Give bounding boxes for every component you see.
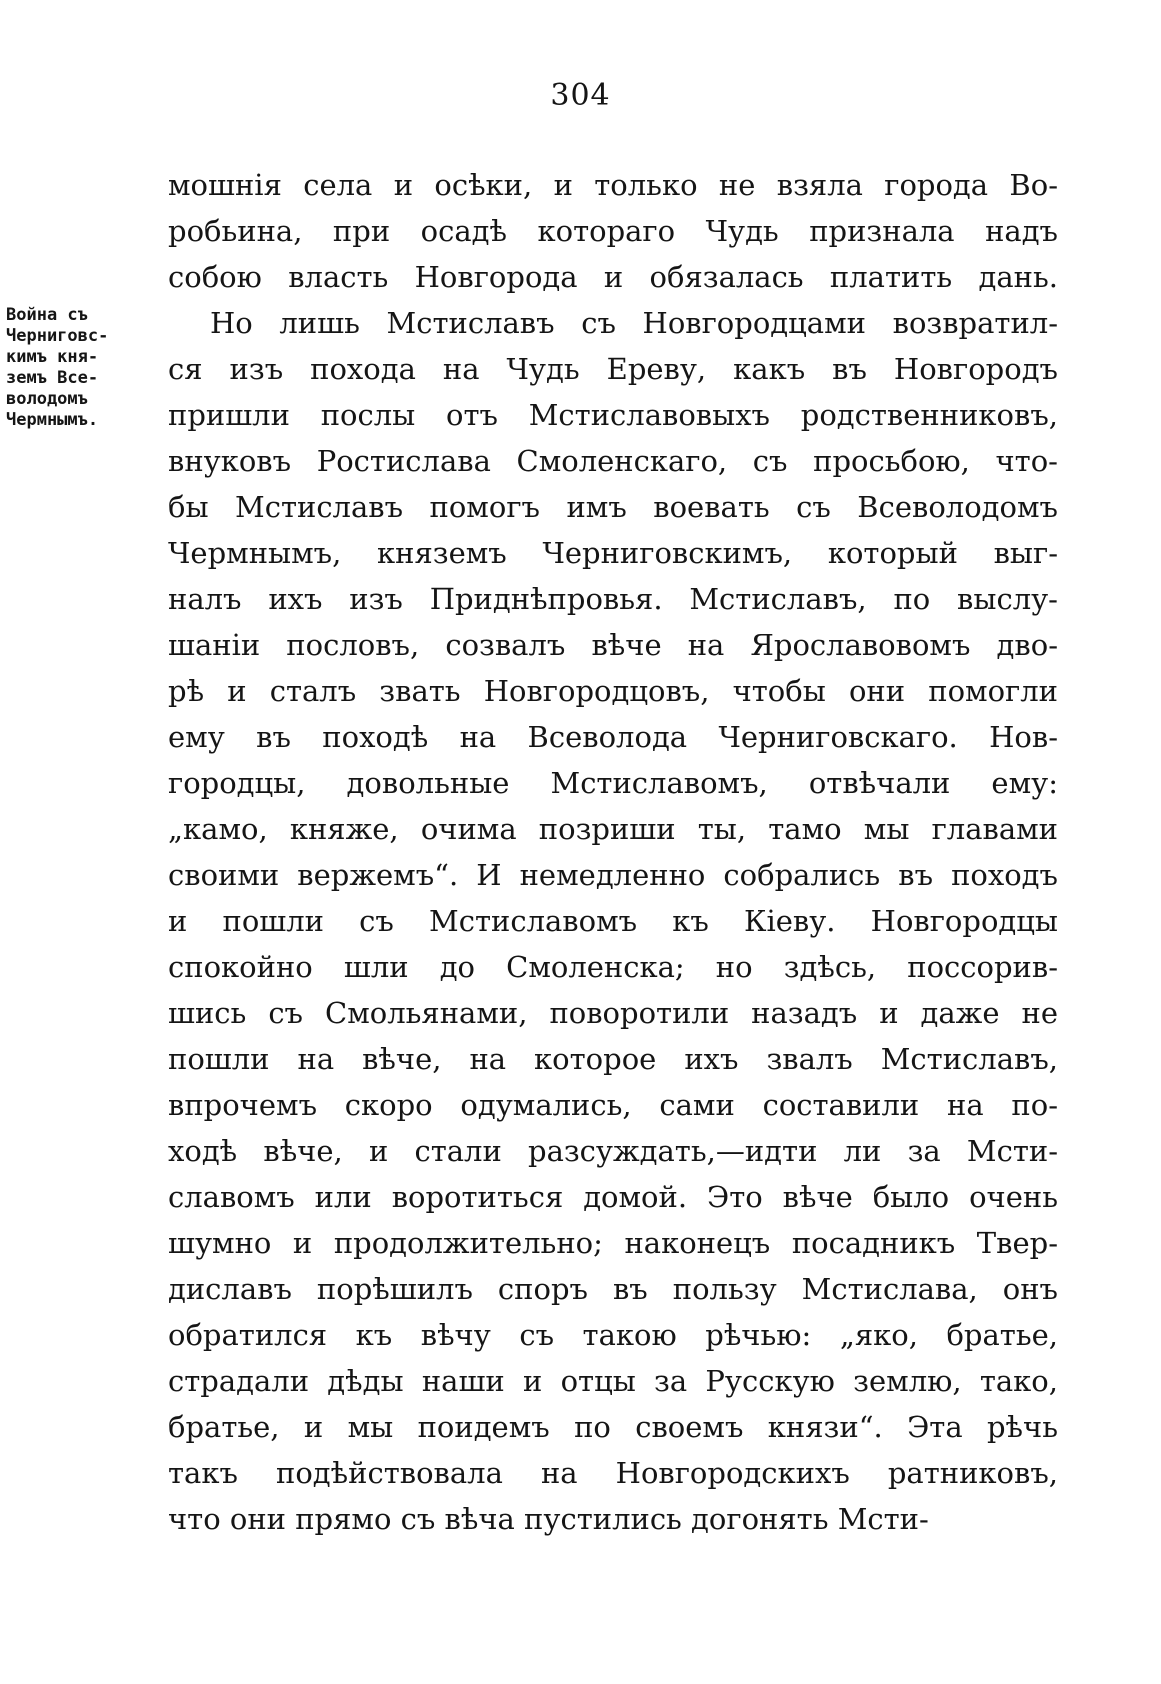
text-line: братье, и мы поидемъ по своемъ князи“. Эта рѣчь xyxy=(168,1410,1058,1444)
text-line: и пошли съ Мстиславомъ къ Кіеву. Новгородцы xyxy=(168,904,1058,938)
margin-note-line: володомъ xyxy=(6,389,88,409)
text-line: робьина, при осадѣ котораго Чудь признала надъ xyxy=(168,214,1058,248)
text-line: обратился къ вѣчу съ такою рѣчью: „яко, братье, xyxy=(168,1318,1058,1352)
text-line: шаніи пословъ, созвалъ вѣче на Ярославовомъ дво- xyxy=(168,628,1058,662)
text-line: собою власть Новгорода и обязалась платить дань. xyxy=(168,260,1058,294)
page-number: 304 xyxy=(550,78,611,113)
margin-note-line: земъ Все- xyxy=(6,368,99,388)
text-line: „камо, княже, очима позриши ты, тамо мы главами xyxy=(168,812,1058,846)
margin-note-line: кимъ кня- xyxy=(6,347,99,367)
text-line: городцы, довольные Мстиславомъ, отвѣчали ему: xyxy=(168,766,1058,800)
text-line: шумно и продолжительно; наконецъ посадникъ Твер- xyxy=(168,1226,1058,1260)
margin-note-line: Чермнымъ. xyxy=(6,410,99,430)
text-line: страдали дѣды наши и отцы за Русскую землю, тако, xyxy=(168,1364,1058,1398)
text-line: что они прямо съ вѣча пустились догонять Мсти- xyxy=(168,1502,929,1536)
margin-note-line: Война съ xyxy=(6,305,88,325)
margin-note xyxy=(6,305,146,431)
text-line: бы Мстиславъ помогъ имъ воевать съ Всеволодомъ xyxy=(168,490,1058,524)
body-text xyxy=(168,162,1058,1542)
text-line: рѣ и сталъ звать Новгородцовъ, чтобы они помогли xyxy=(168,674,1058,708)
text-line: такъ подѣйствовала на Новгородскихъ ратниковъ, xyxy=(168,1456,1058,1490)
text-line: пошли на вѣче, на которое ихъ звалъ Мстиславъ, xyxy=(168,1042,1058,1076)
text-line: впрочемъ скоро одумались, сами составили на по- xyxy=(168,1088,1058,1122)
text-line: Чермнымъ, княземъ Черниговскимъ, который выг- xyxy=(168,536,1058,570)
text-line: налъ ихъ изъ Приднѣпровья. Мстиславъ, по выслу- xyxy=(168,582,1058,616)
text-line: внуковъ Ростислава Смоленскаго, съ просьбою, что- xyxy=(168,444,1058,478)
text-line: пришли послы отъ Мстиславовыхъ родственниковъ, xyxy=(168,398,1058,432)
text-line: ему въ походѣ на Всеволода Черниговскаго. Нов- xyxy=(168,720,1058,754)
text-line: ходѣ вѣче, и стали разсуждать,—идти ли за Мсти- xyxy=(168,1134,1058,1168)
text-line: шись съ Смольянами, поворотили назадъ и даже не xyxy=(168,996,1058,1030)
text-line: ся изъ похода на Чудь Ереву, какъ въ Новгородъ xyxy=(168,352,1058,386)
text-line: славомъ или воротиться домой. Это вѣче было очень xyxy=(168,1180,1058,1214)
text-line: Но лишь Мстиславъ съ Новгородцами возвратил- xyxy=(210,306,1058,340)
text-line: мошнія села и осѣки, и только не взяла города Во- xyxy=(168,168,1058,202)
text-line: своими вержемъ“. И немедленно собрались въ походъ xyxy=(168,858,1058,892)
margin-note-line: Черниговс- xyxy=(6,326,109,346)
text-line: диславъ порѣшилъ споръ въ пользу Мстислава, онъ xyxy=(168,1272,1058,1306)
text-line: спокойно шли до Смоленска; но здѣсь, поссорив- xyxy=(168,950,1058,984)
